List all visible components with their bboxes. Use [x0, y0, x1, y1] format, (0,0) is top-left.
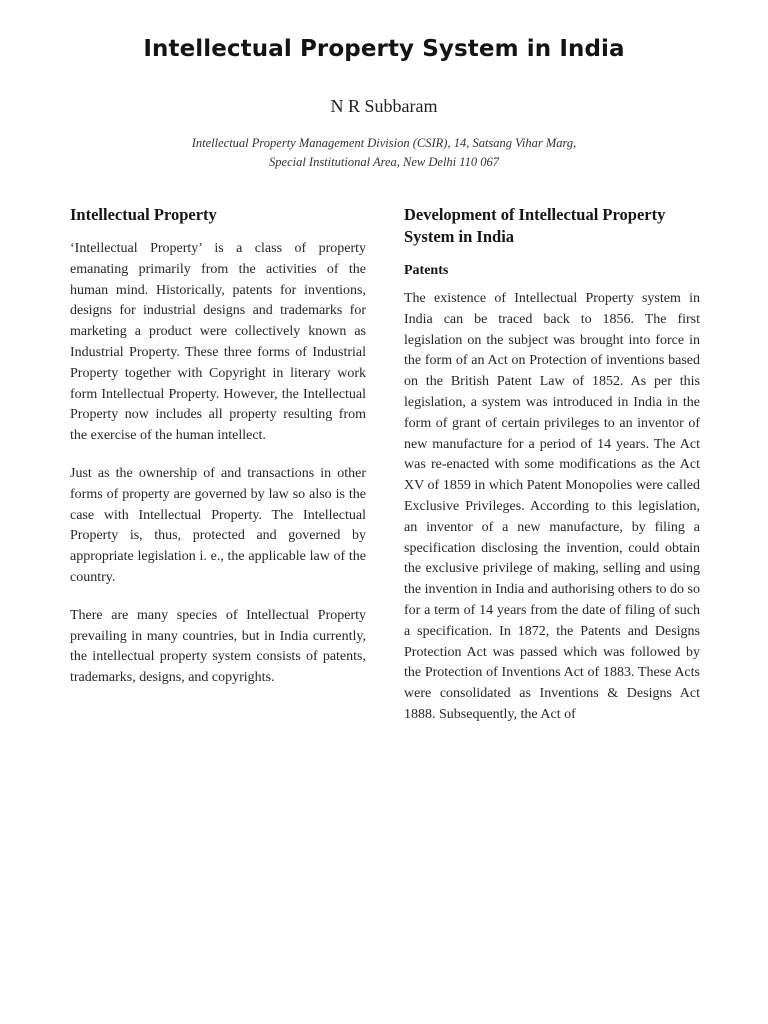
left-column: [70, 204, 366, 706]
paragraph: Just as the ownership of and transactions in other forms of property are governed by law so also is the case with Intellectual Property. The Intellectual Property is, thus, protected and governed by appropriate legislation i. e., the applicable law of the country.: [70, 465, 366, 585]
author-name: N R Subbaram: [330, 96, 438, 116]
section-heading-intellectual-property: Intellectual Property: [70, 205, 217, 224]
paragraph: ‘Intellectual Property’ is a class of property emanating primarily from the activities of the human mind. Historically, patents for inventions, designs for industrial designs and trademarks for marketing a product were collectively known as Industrial Property. These three forms of Industrial Property together with Copyright in literary work form Intellectual Property. However, the Intellectual Property now includes all property resulting from the exercise of the human intellect.: [70, 241, 366, 444]
paragraph: There are many species of Intellectual Property prevailing in many countries, but in India currently, the intellectual property system consists of patents, trademarks, designs, and copyrights.: [70, 607, 366, 686]
author-affiliation: [140, 134, 628, 172]
section-heading-development: Development of Intellectual Property System in India: [404, 205, 666, 246]
page-title: Intellectual Property System in India: [143, 36, 625, 62]
subsection-heading-patents: Patents: [404, 263, 449, 278]
right-column: [404, 204, 700, 743]
paragraph: The existence of Intellectual Property system in India can be traced back to 1856. The first legislation on the subject was brought into force in the form of an Act on Protection of inventions based on the British Patent Law of 1852. As per this legislation, a system was introduced in India in the form of grant of certain privileges to an inventor of new manufacture for a period of 14 years. The Act was re-enacted with some modifications as the Act XV of 1859 in which Patent Monopolies were called Exclusive Privileges. According to this legislation, an inventor of a new manufacture, by filing a specification disclosing the invention, could obtain the exclusive privilege of making, selling and using the invention in India and authorising others to do so for a term of 14 years from the date of filing of such a specification. In 1872, the Patents and Designs Protection Act was passed which was followed by the Protection of Inventions Act of 1883. These Acts were consolidated as Inventions & Designs Act 1888. Subsequently, the Act of: [404, 291, 700, 722]
affiliation-line-1: Intellectual Property Management Division (CSIR), 14, Satsang Vihar Marg,: [191, 136, 577, 150]
affiliation-line-2: Special Institutional Area, New Delhi 110 067: [269, 155, 499, 169]
